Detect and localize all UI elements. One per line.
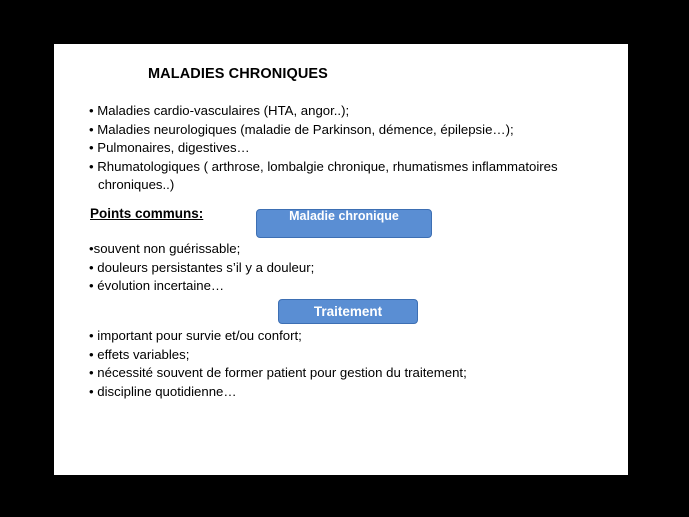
list-item: • Rhumatologiques ( arthrose, lombalgie chronique, rhumatismes inflammatoires xyxy=(89,158,558,174)
traitement-points-list xyxy=(89,327,467,401)
list-item: • Pulmonaires, digestives… xyxy=(89,140,250,155)
maladie-points-list xyxy=(89,240,314,296)
traitement-box: Traitement xyxy=(278,299,418,324)
list-item: • Maladies neurologiques (maladie de Parkinson, démence, épilepsie…); xyxy=(89,121,514,137)
list-item: • Maladies cardio-vasculaires (HTA, angor..); xyxy=(89,103,350,118)
disease-list xyxy=(89,102,558,195)
list-item: • important pour survie et/ou confort; xyxy=(89,328,302,343)
list-item: chroniques..) xyxy=(98,177,175,192)
maladie-chronique-box: Maladie chronique xyxy=(256,209,432,238)
points-communs-heading: Points communs: xyxy=(90,206,204,221)
list-item: • effets variables; xyxy=(89,346,190,362)
list-item: •souvent non guérissable; xyxy=(89,241,241,256)
slide-title: MALADIES CHRONIQUES xyxy=(148,66,328,82)
list-item: • douleurs persistantes s’il y a douleur; xyxy=(89,259,315,275)
list-item: • discipline quotidienne… xyxy=(89,383,237,399)
list-item: • évolution incertaine… xyxy=(89,278,225,293)
slide xyxy=(54,44,628,475)
list-item: • nécessité souvent de former patient pour gestion du traitement; xyxy=(89,365,467,380)
